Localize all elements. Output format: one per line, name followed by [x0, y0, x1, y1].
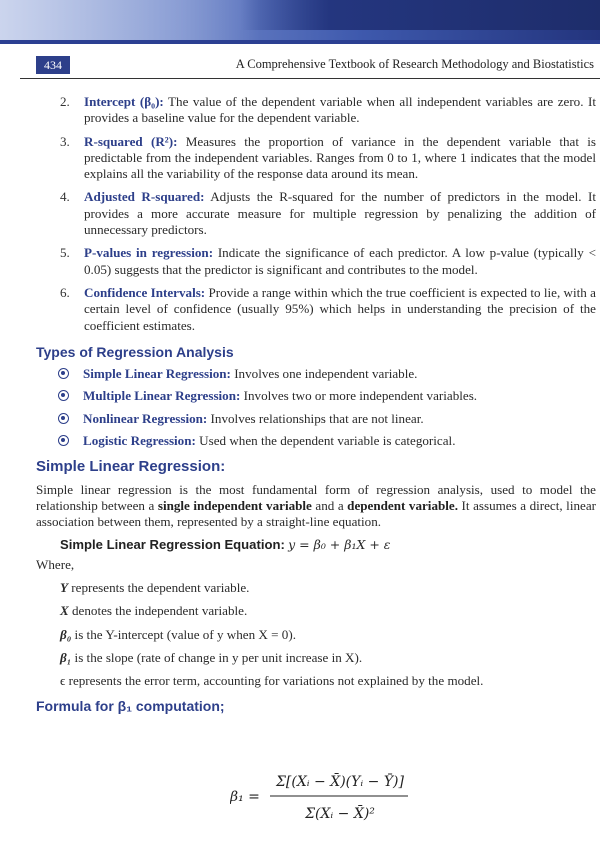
list-term: Adjusted R-squared:	[84, 189, 205, 205]
list-item	[0, 388, 600, 404]
definition-text: represents the error term, accounting for variations not explained by the model.	[65, 673, 484, 689]
list-item	[0, 366, 600, 382]
list-item	[0, 189, 600, 238]
type-term: Multiple Linear Regression:	[83, 388, 241, 404]
slope-formula	[230, 764, 410, 830]
list-text: Indicate the significance of each predictor. A low p-value (typically < 0.05) suggests that the predictor is significant and contributes to the model.	[84, 245, 596, 277]
type-text: Used when the dependent variable is categorical.	[195, 433, 456, 449]
formula-heading: Formula for β₁ computation;	[36, 697, 225, 714]
list-text: Measures the proportion of variance in the dependent variable that is predictable from the independent variables. Ranges from 0 to 1, where 1 indicates that the model explains all the variability of the response data around its mean.	[84, 133, 596, 182]
bullet-circle-icon	[58, 368, 69, 379]
list-term: P-values in regression:	[84, 245, 214, 261]
types-heading: Types of Regression Analysis	[36, 343, 234, 360]
list-number: 3.	[60, 133, 70, 149]
list-number: 5.	[60, 245, 70, 261]
type-term: Simple Linear Regression:	[83, 366, 231, 382]
page-content	[0, 94, 600, 714]
list-item	[0, 94, 600, 127]
where-label: Where,	[36, 556, 75, 572]
list-number: 4.	[60, 189, 70, 205]
type-term: Nonlinear Regression:	[83, 410, 208, 426]
definition-item	[60, 650, 600, 666]
header-bar	[0, 40, 600, 44]
definition-text: denotes the independent variable.	[68, 603, 248, 619]
type-text: Involves one independent variable.	[230, 366, 418, 382]
slr-heading: Simple Linear Regression:	[36, 458, 226, 476]
header-band-highlight	[0, 0, 260, 44]
definition-symbol: β₁	[60, 650, 72, 666]
definition-symbol: Y	[60, 580, 68, 596]
list-text: Provide a range within which the true coefficient is expected to lie, with a certain level of confidence (usually 95%) which helps in understanding the precision of the coefficient estimates.	[84, 284, 596, 333]
list-term: Confidence Intervals:	[84, 284, 206, 300]
header-rule	[20, 78, 600, 79]
type-text: Involves relationships that are not linear.	[207, 410, 424, 426]
definition-item	[60, 627, 600, 643]
definition-item	[60, 603, 600, 619]
definition-symbol: β₀	[60, 626, 72, 642]
definition-text: is the Y-intercept (value of y when X = 0).	[71, 626, 296, 642]
formula-lhs: β₁ =	[230, 789, 260, 805]
slr-text: Simple linear regression is the most fundamental form of regression analysis, used to model the relationship between a	[36, 481, 596, 513]
list-number: 6.	[60, 284, 70, 300]
running-title: A Comprehensive Textbook of Research Methodology and Biostatistics	[235, 57, 594, 71]
numbered-list	[0, 94, 600, 334]
slr-bold-text: dependent variable.	[347, 497, 459, 513]
list-term: Intercept (β₀):	[84, 94, 164, 109]
definition-text: represents the dependent variable.	[68, 580, 250, 596]
slr-bold-text: single independent variable	[157, 497, 312, 513]
list-item	[0, 285, 600, 334]
equation-line	[60, 537, 600, 553]
equation: y = β₀ + β₁X + ε	[288, 536, 391, 552]
list-item	[0, 134, 600, 183]
list-text: Adjusts the R-squared for the number of predictors in the model. It provides a more accurate measure for multiple regression by penalizing the addition of unnecessary predictors.	[84, 189, 596, 238]
list-text: The value of the dependent variable when all independent variables are zero. It provides a baseline value for the dependent variable.	[84, 94, 596, 126]
header-band-dark	[240, 0, 600, 30]
list-term: R-squared (R²):	[84, 133, 178, 149]
page-number: 434	[36, 56, 70, 74]
type-term: Logistic Regression:	[83, 433, 196, 449]
slr-text: and a	[311, 497, 348, 513]
formula-numerator: Σ[(Xᵢ − X̄)(Yᵢ − Ȳ)]	[276, 774, 404, 790]
bullet-circle-icon	[58, 435, 69, 446]
bullet-circle-icon	[58, 390, 69, 401]
definition-symbol: X	[60, 603, 69, 619]
list-number: 2.	[60, 94, 70, 109]
list-item	[0, 433, 600, 449]
bullet-circle-icon	[58, 413, 69, 424]
types-list	[0, 366, 600, 449]
slr-text: It assumes a direct, linear association between them, represented by a straight-line equation.	[36, 497, 596, 530]
slr-paragraph	[36, 482, 596, 531]
formula-denominator: Σ(Xᵢ − X̄)²	[305, 806, 375, 822]
list-item	[0, 411, 600, 427]
definition-symbol: ϵ	[60, 673, 66, 689]
equation-label: Simple Linear Regression Equation:	[60, 536, 285, 552]
definition-text: is the slope (rate of change in y per unit increase in X).	[71, 650, 363, 666]
definition-item	[60, 580, 600, 596]
definition-item	[60, 673, 600, 689]
type-text: Involves two or more independent variables.	[240, 388, 478, 404]
list-item	[0, 245, 600, 278]
